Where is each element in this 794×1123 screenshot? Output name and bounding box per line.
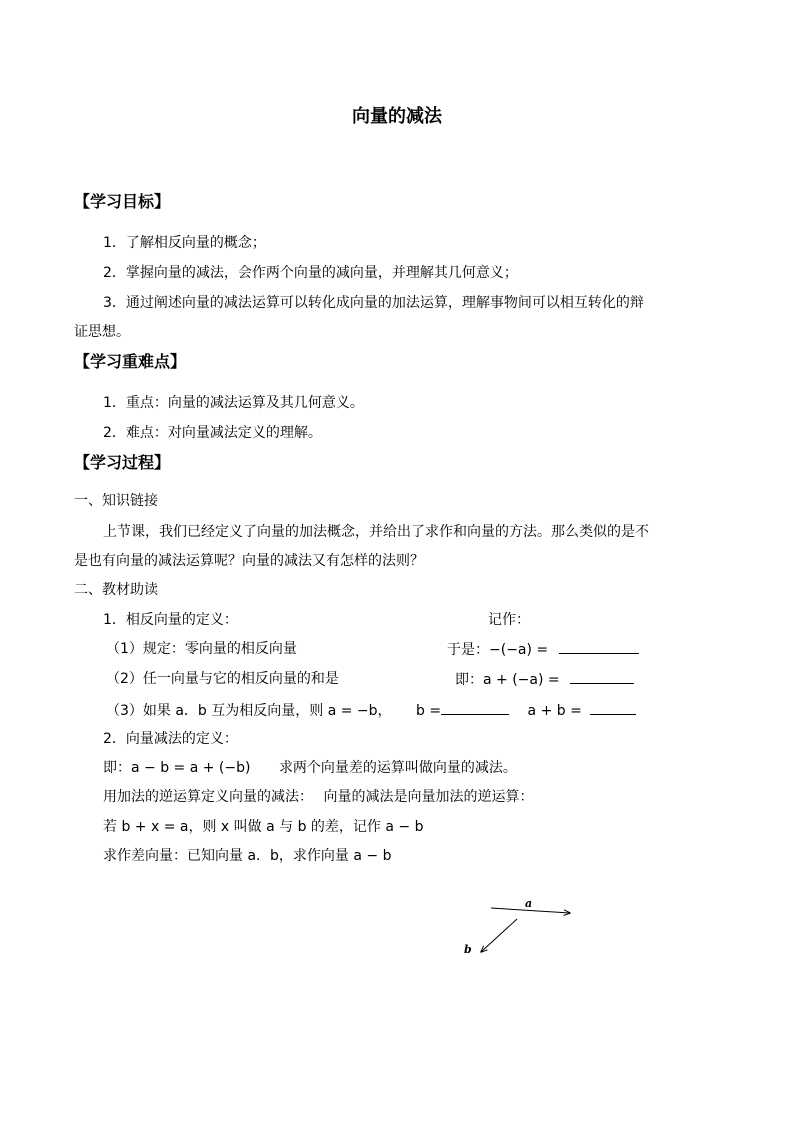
a-plus-b-equals: a + b =	[527, 703, 582, 719]
keypoint-item-2: 2．难点：对向量减法定义的理解。	[103, 425, 322, 441]
definition-formula: 即：a − b = a + (−b)	[103, 760, 251, 776]
process-heading: 【学习过程】	[74, 453, 171, 472]
b-equals: b =	[416, 703, 442, 719]
page-title: 向量的减法	[352, 106, 442, 127]
sub-item-1: （1）规定：零向量的相反向量	[106, 641, 297, 657]
part2-heading: 二、教材助读	[74, 582, 158, 598]
opposite-vector-definition: 1．相反向量的定义：	[103, 612, 238, 628]
vector-b-label: b	[464, 943, 472, 956]
inverse-left: 用加法的逆运算定义向量的减法：	[103, 789, 313, 805]
vector-b-arrow	[481, 919, 517, 952]
difference-definition: 若 b + x = a，则 x 叫做 a 与 b 的差，记作 a − b	[103, 819, 424, 835]
part1-heading: 一、知识链接	[74, 493, 158, 509]
definition-text: 求两个向量差的运算叫做向量的减法。	[278, 760, 517, 776]
sub-item-2: （2）任一向量与它的相反向量的和是	[106, 671, 339, 687]
sum-formula: 即：a + (−a) =	[455, 672, 560, 688]
goal-item-1: 1．了解相反向量的概念；	[103, 235, 266, 251]
goal-item-3-cont: 证思想。	[74, 324, 130, 340]
double-negation-formula: 于是：−(−a) =	[447, 642, 549, 658]
goals-heading: 【学习目标】	[74, 192, 171, 211]
opposite-condition: （3）如果 a．b 互为相反向量，则 a = −b，	[106, 703, 392, 719]
construct-instruction: 求作差向量：已知向量 a．b，求作向量 a − b	[103, 848, 392, 864]
part1-paragraph-line2: 是也有向量的减法运算呢？向量的减法又有怎样的法则？	[74, 553, 424, 569]
keypoint-item-1: 1．重点：向量的减法运算及其几何意义。	[103, 395, 364, 411]
vector-a-label: a	[525, 897, 533, 910]
subtraction-definition: 2．向量减法的定义：	[103, 731, 238, 747]
goal-item-2: 2．掌握向量的减法，会作两个向量的减向量，并理解其几何意义；	[103, 265, 518, 281]
inverse-right: 向量的减法是向量加法的逆运算：	[323, 789, 534, 805]
notation-label: 记作：	[488, 612, 530, 628]
keypoints-heading: 【学习重难点】	[74, 352, 187, 371]
goal-item-3: 3．通过阐述向量的减法运算可以转化成向量的加法运算，理解事物间可以相互转化的辩	[103, 295, 644, 311]
part1-paragraph-line1: 上节课，我们已经定义了向量的加法概念，并给出了求作和向量的方法。那么类似的是不	[103, 524, 649, 540]
